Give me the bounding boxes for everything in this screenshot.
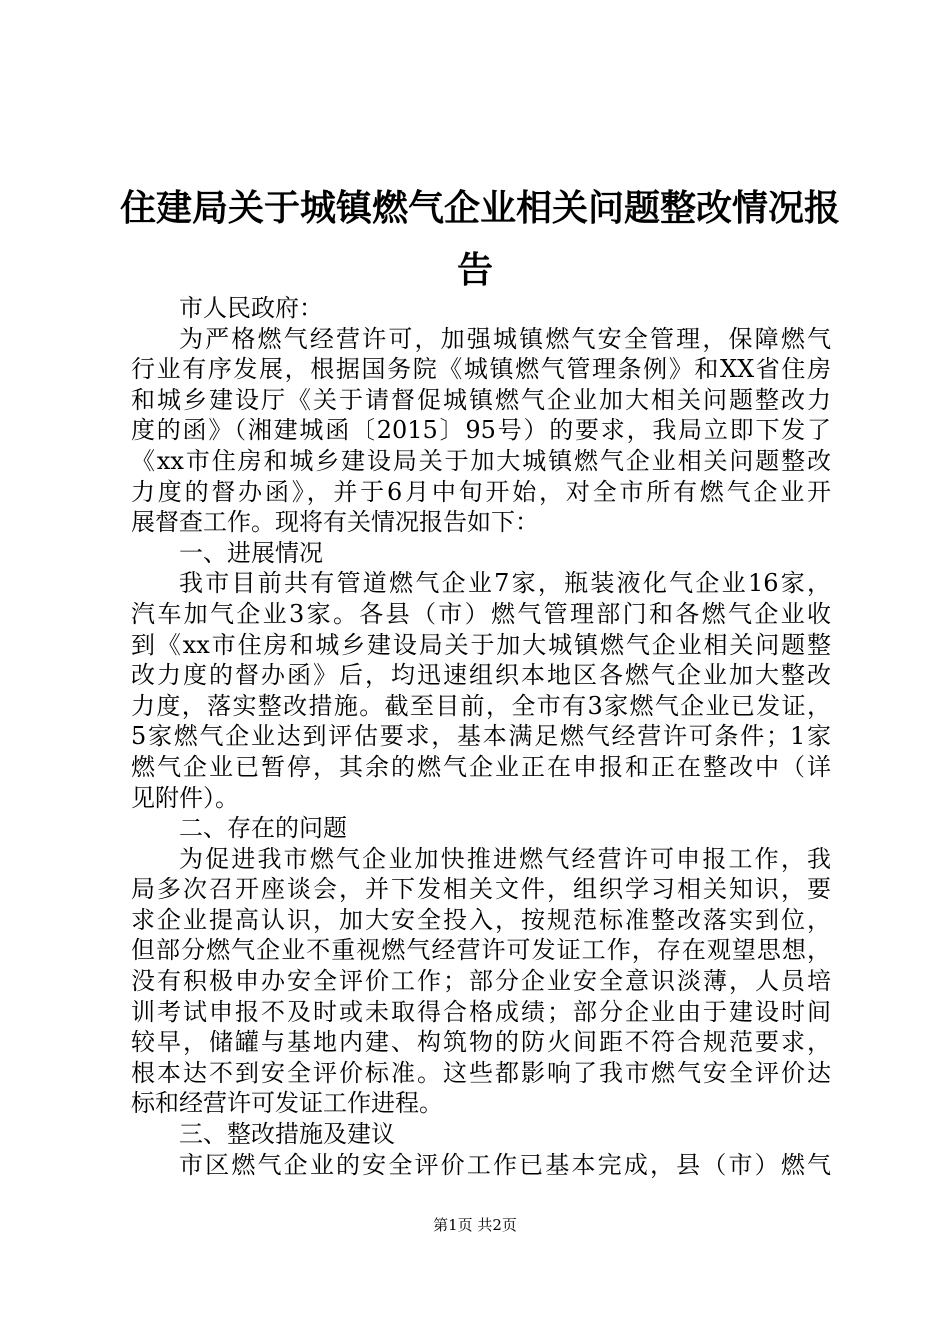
body-text-line: 局多次召开座谈会，并下发相关文件，组织学习相关知识，要 <box>131 875 831 904</box>
body-text-line: 标和经营许可发证工作进程。 <box>131 1089 443 1118</box>
body-text-line: 到《xx市住房和城乡建设局关于加大城镇燃气企业相关问题整 <box>131 630 831 659</box>
body-text-line: 求企业提高认识，加大安全投入，按规范标准整改落实到位， <box>131 905 831 934</box>
body-text-line: 5家燃气企业达到评估要求，基本满足燃气经营许可条件；1家 <box>131 722 831 751</box>
body-text-line: 三、整改措施及建议 <box>179 1120 395 1149</box>
document-title-line-2: 告 <box>456 250 493 291</box>
body-text-line: 二、存在的问题 <box>179 814 347 843</box>
body-text-line: 一、进展情况 <box>179 538 323 567</box>
document-title <box>120 178 841 302</box>
body-text-line: 根本达不到安全评价标准。这些都影响了我市燃气安全评价达 <box>131 1058 831 1087</box>
body-text-line: 见附件）。 <box>131 783 239 812</box>
body-text-line: 行业有序发展，根据国务院《城镇燃气管理条例》和XX省住房 <box>131 355 831 384</box>
body-text-line: 展督查工作。现将有关情况报告如下： <box>131 508 539 537</box>
body-text-line: 没有积极申办安全评价工作；部分企业安全意识淡薄，人员培 <box>131 967 831 996</box>
body-text-line: 我市目前共有管道燃气企业7家，瓶装液化气企业16家， <box>179 569 831 598</box>
body-text-line: 市区燃气企业的安全评价工作已基本完成，县（市）燃气 <box>179 1150 831 1179</box>
document-body <box>131 293 831 1180</box>
body-text-line: 市人民政府： <box>179 294 323 322</box>
body-text-line: 较早，储罐与基地内建、构筑物的防火间距不符合规范要求， <box>131 1028 831 1057</box>
body-text-line: 《xx市住房和城乡建设局关于加大城镇燃气企业相关问题整改 <box>131 446 831 475</box>
page-footer: 第1页 共2页 <box>433 1216 517 1234</box>
body-text-line: 燃气企业已暂停，其余的燃气企业正在申报和正在整改中（详 <box>131 752 831 781</box>
body-text-line: 度的函》（湘建城函〔2015〕95号）的要求，我局立即下发了 <box>131 416 831 445</box>
document-title-line-1: 住建局关于城镇燃气企业相关问题整改情况报 <box>120 188 841 229</box>
body-text-line: 力度的督办函》，并于6月中旬开始，对全市所有燃气企业开 <box>131 477 831 506</box>
body-text-line: 为严格燃气经营许可，加强城镇燃气安全管理，保障燃气 <box>179 324 831 353</box>
body-text-line: 和城乡建设厅《关于请督促城镇燃气企业加大相关问题整改力 <box>131 385 831 414</box>
body-text-line: 改力度的督办函》后，均迅速组织本地区各燃气企业加大整改 <box>131 661 831 690</box>
body-text-line: 为促进我市燃气企业加快推进燃气经营许可申报工作，我 <box>179 844 831 873</box>
body-text-line: 但部分燃气企业不重视燃气经营许可发证工作，存在观望思想， <box>131 936 831 965</box>
body-text-line: 训考试申报不及时或未取得合格成绩；部分企业由于建设时间 <box>131 997 831 1026</box>
body-text-line: 力度，落实整改措施。截至目前，全市有3家燃气企业已发证， <box>131 691 831 720</box>
body-text-line: 汽车加气企业3家。各县（市）燃气管理部门和各燃气企业收 <box>131 599 831 628</box>
